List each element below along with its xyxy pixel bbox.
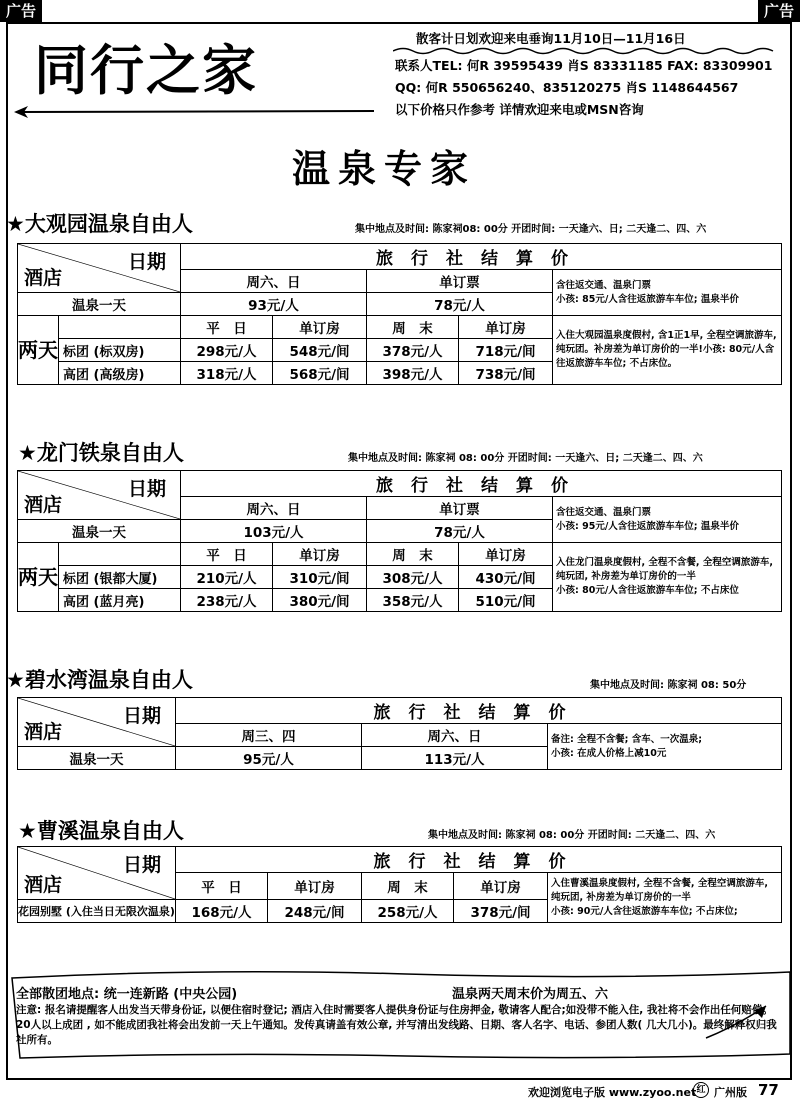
price-table-4 — [17, 846, 782, 923]
col-weekend: 周六、日 — [181, 497, 367, 520]
page-title: 温泉专家 — [292, 147, 477, 191]
row-one-day-label: 温泉一天 — [18, 293, 181, 316]
col-weekend-2: 周 末 — [362, 873, 454, 900]
header-line-3: QQ: 何R 550656240、835120275 肖S 1148644567 — [395, 80, 739, 95]
col-single-room-2: 单订房 — [459, 316, 553, 339]
price-cell: 378元/间 — [454, 900, 548, 923]
row-one-day-label: 温泉一天 — [18, 747, 176, 770]
price-cell: 738元/间 — [459, 362, 553, 385]
ad-tag-right: 广告 — [758, 0, 800, 22]
page-number: 77 — [758, 1081, 779, 1099]
price-cell: 258元/人 — [362, 900, 454, 923]
price-header: 旅行社结算价 — [181, 471, 782, 497]
col-single-room-2: 单订房 — [454, 873, 548, 900]
footer-edition: 广州版 — [714, 1086, 747, 1099]
section-3-meta: 集中地点及时间: 陈家祠 08: 50分 — [590, 680, 747, 691]
col-weekday: 平 日 — [176, 873, 268, 900]
price-cell: 95元/人 — [176, 747, 362, 770]
note-one-day: 含往返交通、温泉门票 小孩: 85元/人含往返旅游车车位; 温泉半价 — [553, 270, 782, 316]
price-cell: 510元/间 — [459, 589, 553, 612]
price-header: 旅行社结算价 — [176, 847, 782, 873]
col-weekend-2: 周 末 — [367, 543, 459, 566]
date-hotel-header: 日期 酒店 — [18, 847, 176, 900]
ad-tag-left: 广告 — [0, 0, 42, 22]
meeting-point: 全部散团地点: 统一连新路 (中央公园) — [16, 987, 238, 1002]
footer-logo-icon: 红 — [693, 1082, 709, 1098]
price-cell: 430元/间 — [459, 566, 553, 589]
col-single-room: 单订房 — [273, 543, 367, 566]
one-day-single-price: 78元/人 — [367, 293, 553, 316]
section-1-meta: 集中地点及时间: 陈家祠08: 00分 开团时间: 一天逢六、日; 二天逢二、四、六 — [355, 224, 707, 235]
header-line-1: 散客计日划欢迎来电垂询11月10日—11月16日 — [416, 31, 686, 46]
date-hotel-header: 日期 酒店 — [18, 471, 181, 520]
price-table-2 — [17, 470, 782, 612]
col-weekday: 平 日 — [181, 543, 273, 566]
section-3-title: ★碧水湾温泉自由人 — [6, 668, 193, 692]
notice-text: 注意: 报名请提醒客人出发当天带身份证, 以便住宿时登记; 酒店入住时需要客人提供身份证与住房押金, 敬请客人配合;如没带不能入住, 我社将不会作出任何赔偿。20人以上成团 , 如不能成团我社将会出发前一天上午通知。发传真请盖有效公章, 并写清出发线路、日期、客人名字、电话、参团人数( 几大几小)。最终解释权归我社所有。 — [16, 1004, 777, 1046]
logo-arrow-icon — [14, 103, 384, 121]
header-line-2: 联系人TEL: 何R 39595439 肖S 83331185 FAX: 83309901 — [395, 58, 773, 73]
row-standard-label: 标团 (银都大厦) — [59, 566, 181, 589]
col-weekend-2: 周 末 — [367, 316, 459, 339]
brand-logo: 同行之家 — [34, 39, 258, 102]
col-single-ticket: 单订票 — [367, 270, 553, 293]
price-header: 旅行社结算价 — [176, 698, 782, 724]
note-caoxi: 入住曹溪温泉度假村, 全程不含餐, 全程空调旅游车, 纯玩团, 补房差为单订房价的一半 小孩: 90元/人含往返旅游车车位; 不占床位; — [548, 873, 782, 923]
price-cell: 113元/人 — [362, 747, 548, 770]
note-biyuwan: 备注: 全程不含餐; 含车、一次温泉; 小孩: 在成人价格上减10元 — [548, 724, 782, 770]
section-4-meta: 集中地点及时间: 陈家祠 08: 00分 开团时间: 二天逢二、四、六 — [428, 830, 716, 841]
price-cell: 168元/人 — [176, 900, 268, 923]
price-table-1 — [17, 243, 782, 385]
note-two-day: 入住龙门温泉度假村, 全程不含餐, 全程空调旅游车, 纯玩团, 补房差为单订房价的一半 小孩: 80元/人含往返旅游车车位; 不占床位 — [553, 543, 782, 612]
col-weekend: 周六、日 — [181, 270, 367, 293]
price-table-3 — [17, 697, 782, 770]
col-single-room: 单订房 — [273, 316, 367, 339]
two-days-label: 两天 — [18, 316, 59, 385]
row-one-day-label: 温泉一天 — [18, 520, 181, 543]
price-cell: 318元/人 — [181, 362, 273, 385]
footer-site: 欢迎浏览电子版 www.zyoo.net — [528, 1086, 697, 1099]
price-cell: 238元/人 — [181, 589, 273, 612]
header-line-4: 以下价格只作参考 详情欢迎来电或MSN咨询 — [395, 102, 644, 117]
col-weekday: 平 日 — [181, 316, 273, 339]
price-cell: 248元/间 — [268, 900, 362, 923]
price-header: 旅行社结算价 — [181, 244, 782, 270]
col-single-room: 单订房 — [268, 873, 362, 900]
col-midweek: 周三、四 — [176, 724, 362, 747]
price-cell: 548元/间 — [273, 339, 367, 362]
col-weekend: 周六、日 — [362, 724, 548, 747]
two-days-label: 两天 — [18, 543, 59, 612]
one-day-single-price: 78元/人 — [367, 520, 553, 543]
note-one-day: 含往返交通、温泉门票 小孩: 95元/人含往返旅游车车位; 温泉半价 — [553, 497, 782, 543]
price-cell: 718元/间 — [459, 339, 553, 362]
col-single-room-2: 单订房 — [459, 543, 553, 566]
price-cell: 310元/间 — [273, 566, 367, 589]
price-cell: 308元/人 — [367, 566, 459, 589]
row-advanced-label: 高团 (蓝月亮) — [59, 589, 181, 612]
price-cell: 210元/人 — [181, 566, 273, 589]
price-cell: 298元/人 — [181, 339, 273, 362]
price-cell: 380元/间 — [273, 589, 367, 612]
price-cell: 378元/人 — [367, 339, 459, 362]
section-4-title: ★曹溪温泉自由人 — [18, 819, 184, 843]
price-cell: 398元/人 — [367, 362, 459, 385]
row-advanced-label: 高团 (高级房) — [59, 362, 181, 385]
row-standard-label: 标团 (标双房) — [59, 339, 181, 362]
section-2-title: ★龙门铁泉自由人 — [18, 441, 184, 465]
weekend-price-note: 温泉两天周末价为周五、六 — [452, 987, 609, 1002]
header-wave-divider — [393, 46, 783, 56]
one-day-weekend-price: 103元/人 — [181, 520, 367, 543]
note-two-day: 入住大观园温泉度假村, 含1正1早, 全程空调旅游车, 纯玩团。补房差为单订房价的一半!小孩: 80元/人含往返旅游车车位; 不占床位。 — [553, 316, 782, 385]
price-cell: 568元/间 — [273, 362, 367, 385]
section-2-meta: 集中地点及时间: 陈家祠 08: 00分 开团时间: 一天逢六、日; 二天逢二、四、六 — [348, 453, 703, 464]
col-single-ticket: 单订票 — [367, 497, 553, 520]
one-day-weekend-price: 93元/人 — [181, 293, 367, 316]
price-cell: 358元/人 — [367, 589, 459, 612]
section-1-title: ★大观园温泉自由人 — [6, 212, 193, 236]
row-villa-label: 花园别墅 (入住当日无限次温泉) — [18, 900, 176, 923]
date-hotel-header: 日期 酒店 — [18, 244, 181, 293]
date-hotel-header: 日期 酒店 — [18, 698, 176, 747]
